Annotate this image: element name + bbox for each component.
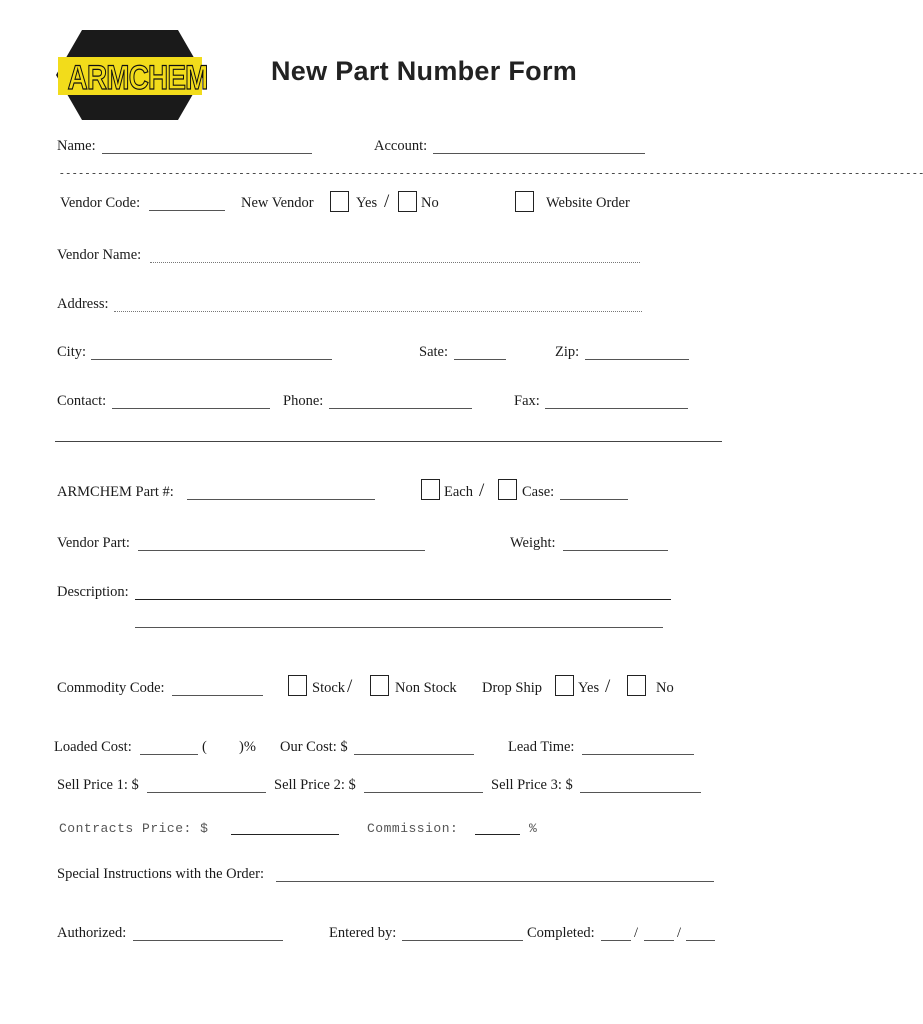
our-cost-label: Our Cost: $ (280, 739, 348, 755)
name-field[interactable] (102, 153, 312, 154)
new-vendor-no-label: No (421, 195, 439, 211)
commodity-code-field[interactable] (172, 695, 263, 696)
slash-separator: / (479, 480, 485, 501)
address-field[interactable] (114, 311, 642, 312)
phone-field[interactable] (329, 408, 472, 409)
section-divider (55, 441, 722, 442)
date-separator: / (677, 925, 682, 941)
weight-label: Weight: (510, 535, 556, 551)
new-vendor-yes-label: Yes (356, 195, 378, 211)
authorized-label: Authorized: (57, 925, 127, 941)
vendor-name-label: Vendor Name: (57, 247, 142, 263)
dashed-separator: - - - - - - - - - - - - - - - - - - - - - - - - - - - - - - - - - - - - - - - - - - - - - - - - - - - - - - - - - - - - - - - - - - - - - - - - - - - - - - - - - - - - - - - - - - - - - - - - - - - - - - - - - - - - - - - - - - - - - - - - - - - - - - - - - - - - - - - (60, 167, 923, 179)
drop-ship-yes-label: Yes (578, 680, 600, 696)
address-label: Address: (57, 296, 109, 312)
commission-percent: % (529, 821, 538, 836)
armchem-part-label: ARMCHEM Part #: (57, 484, 174, 500)
description-field[interactable] (135, 599, 671, 600)
case-checkbox[interactable] (498, 479, 517, 500)
vendor-part-field[interactable] (138, 550, 425, 551)
contracts-price-label: Contracts Price: $ (59, 821, 209, 836)
non-stock-checkbox[interactable] (370, 675, 389, 696)
special-instructions-field[interactable] (276, 881, 714, 882)
drop-ship-yes-checkbox[interactable] (555, 675, 574, 696)
new-vendor-no-checkbox[interactable] (398, 191, 417, 212)
vendor-code-field[interactable] (149, 210, 225, 211)
drop-ship-no-checkbox[interactable] (627, 675, 646, 696)
slash-separator: / (384, 191, 390, 212)
stock-label: Stock (312, 680, 346, 696)
sell-price-1-label: Sell Price 1: $ (57, 777, 139, 793)
vendor-code-label: Vendor Code: (60, 195, 141, 211)
city-label: City: (57, 344, 87, 360)
non-stock-label: Non Stock (395, 680, 457, 696)
vendor-part-label: Vendor Part: (57, 535, 130, 551)
account-label: Account: (374, 138, 428, 154)
slash-separator: / (347, 676, 353, 697)
contact-label: Contact: (57, 393, 107, 409)
date-separator: / (634, 925, 639, 941)
zip-label: Zip: (555, 344, 580, 360)
contact-field[interactable] (112, 408, 270, 409)
fax-field[interactable] (545, 408, 688, 409)
armchem-logo (54, 28, 206, 122)
state-field[interactable] (454, 359, 506, 360)
commodity-code-label: Commodity Code: (57, 680, 165, 696)
completed-month-field[interactable] (601, 940, 631, 941)
vendor-name-field[interactable] (150, 262, 640, 263)
open-paren: ( (202, 739, 207, 755)
sell-price-3-label: Sell Price 3: $ (491, 777, 573, 793)
our-cost-field[interactable] (354, 754, 474, 755)
case-label: Case: (522, 484, 555, 500)
drop-ship-label: Drop Ship (482, 680, 543, 696)
sell-price-2-label: Sell Price 2: $ (274, 777, 356, 793)
commission-label: Commission: (367, 821, 459, 836)
loaded-cost-label: Loaded Cost: (54, 739, 132, 755)
authorized-field[interactable] (133, 940, 283, 941)
description-label: Description: (57, 584, 129, 600)
slash-separator: / (605, 676, 611, 697)
contracts-price-field[interactable] (231, 834, 339, 835)
sell-price-2-field[interactable] (364, 792, 483, 793)
entered-by-label: Entered by: (329, 925, 397, 941)
zip-field[interactable] (585, 359, 689, 360)
special-instructions-label: Special Instructions with the Order: (57, 866, 264, 882)
lead-time-field[interactable] (582, 754, 694, 755)
name-label: Name: (57, 138, 96, 154)
city-field[interactable] (91, 359, 332, 360)
entered-by-field[interactable] (402, 940, 523, 941)
completed-label: Completed: (527, 925, 595, 941)
each-label: Each (444, 484, 473, 500)
completed-day-field[interactable] (644, 940, 674, 941)
commission-field[interactable] (475, 834, 520, 835)
lead-time-label: Lead Time: (508, 739, 575, 755)
completed-year-field[interactable] (686, 940, 715, 941)
page-title: New Part Number Form (271, 56, 578, 86)
website-order-checkbox[interactable] (515, 191, 534, 212)
account-field[interactable] (433, 153, 645, 154)
phone-label: Phone: (283, 393, 324, 409)
new-vendor-label: New Vendor (241, 195, 314, 211)
fax-label: Fax: (514, 393, 540, 409)
drop-ship-no-label: No (656, 680, 674, 696)
sell-price-3-field[interactable] (580, 792, 701, 793)
armchem-part-field[interactable] (187, 499, 375, 500)
case-field[interactable] (560, 499, 628, 500)
loaded-cost-field[interactable] (140, 754, 198, 755)
state-label: Sate: (419, 344, 448, 360)
new-vendor-yes-checkbox[interactable] (330, 191, 349, 212)
each-checkbox[interactable] (421, 479, 440, 500)
description-field-line-2[interactable] (135, 627, 663, 628)
website-order-label: Website Order (546, 195, 630, 211)
logo-wordmark: ARMCHEM (67, 59, 208, 97)
percent-close: )% (239, 739, 256, 755)
sell-price-1-field[interactable] (147, 792, 266, 793)
weight-field[interactable] (563, 550, 668, 551)
stock-checkbox[interactable] (288, 675, 307, 696)
